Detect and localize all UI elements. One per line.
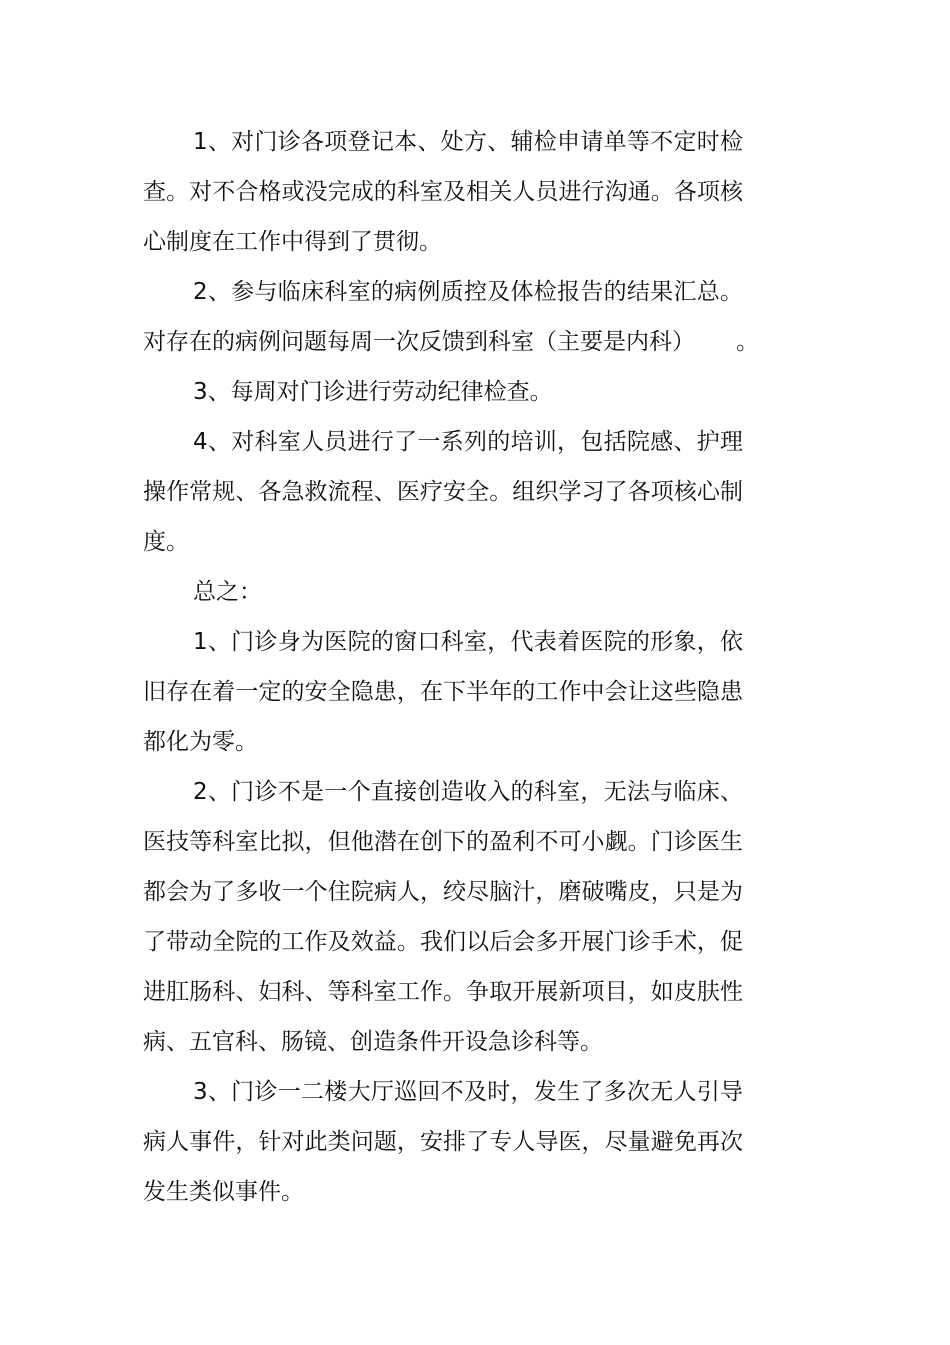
- document-body: [143, 117, 759, 1217]
- paragraph-item-4: 4、对科室人员进行了一系列的培训，包括院感、护理操作常规、各急救流程、医疗安全。组织学习了各项核心制度。: [143, 429, 743, 555]
- paragraph-item-2: [143, 267, 759, 367]
- summary-item-2: 2、门诊不是一个直接创造收入的科室，无法与临床、医技等科室比拟，但他潜在创下的盈利不可小觑。门诊医生都会为了多收一个住院病人，绞尽脑汁，磨破嘴皮，只是为了带动全院的工作及效益。我们以后会多开展门诊手术，促进肛肠科、妇科、等科室工作。争取开展新项目，如皮肤性病、五官科、肠镜、创造条件开设急诊科等。: [143, 779, 743, 1055]
- paragraph-item-1: 1、对门诊各项登记本、处方、辅检申请单等不定时检查。对不合格或没完成的科室及相关人员进行沟通。各项核心制度在工作中得到了贯彻。: [143, 129, 743, 255]
- summary-item-1: 1、门诊身为医院的窗口科室，代表着医院的形象，依旧存在着一定的安全隐患，在下半年的工作中会让这些隐患都化为零。: [143, 629, 743, 755]
- summary-item-3: 3、门诊一二楼大厅巡回不及时，发生了多次无人引导病人事件，针对此类问题，安排了专人导医，尽量避免再次发生类似事件。: [143, 1079, 743, 1205]
- trailing-period: 。: [736, 329, 759, 355]
- paragraph-item-2-text: 2、参与临床科室的病例质控及体检报告的结果汇总。对存在的病例问题每周一次反馈到科室（主要是内科）: [143, 279, 743, 355]
- paragraph-item-3: 3、每周对门诊进行劳动纪律检查。: [193, 379, 553, 405]
- summary-heading: 总之：: [193, 579, 262, 605]
